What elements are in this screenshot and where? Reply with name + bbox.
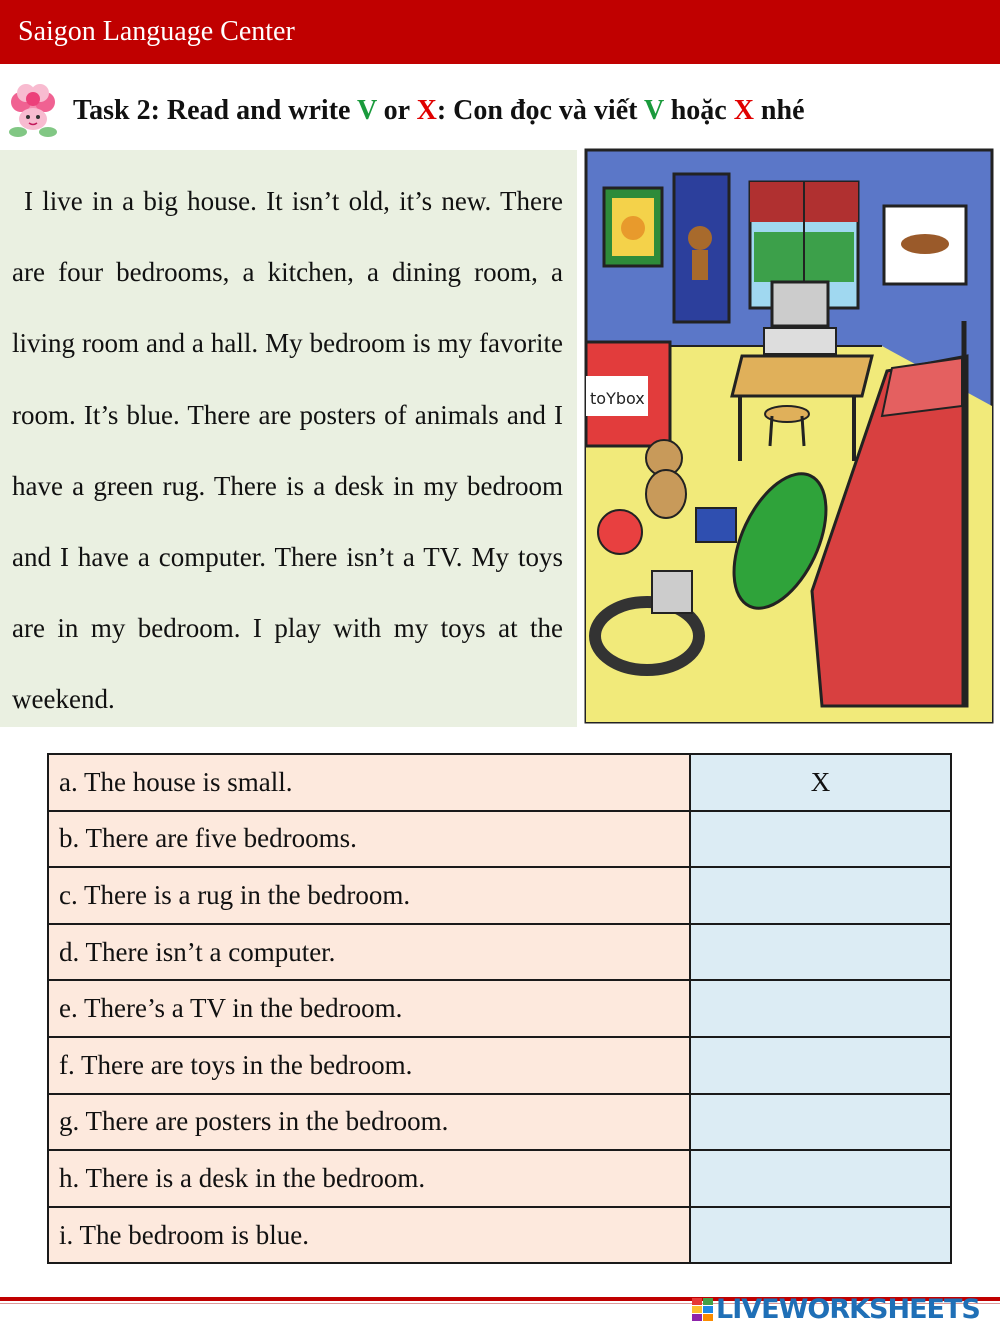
answer-input[interactable]: [690, 924, 951, 981]
liveworksheets-logo: [692, 1296, 992, 1326]
table-row: [48, 1150, 951, 1207]
statement-text: c. There is a rug in the bedroom.: [48, 867, 690, 924]
answer-input[interactable]: [690, 1037, 951, 1094]
statement-text: h. There is a desk in the bedroom.: [48, 1150, 690, 1207]
table-row: [48, 980, 951, 1037]
dog-poster: [884, 206, 966, 284]
statement-text: a. The house is small.: [48, 754, 690, 811]
answer-input[interactable]: [690, 1207, 951, 1264]
statement-text: g. There are posters in the bedroom.: [48, 1094, 690, 1151]
header-bar: [0, 0, 1000, 64]
bedroom-illustration: [582, 146, 996, 726]
statement-text: b. There are five bedrooms.: [48, 811, 690, 868]
table-row: [48, 811, 951, 868]
table-row: [48, 754, 951, 811]
table-row: [48, 1037, 951, 1094]
header-title: Saigon Language Center: [18, 16, 295, 47]
statement-text: i. The bedroom is blue.: [48, 1207, 690, 1264]
answer-input[interactable]: [690, 1094, 951, 1151]
toy-truck: [696, 508, 736, 542]
answers-table: [47, 753, 952, 1264]
cat-poster: [604, 188, 662, 266]
table-row: [48, 1094, 951, 1151]
toy-train: [652, 571, 692, 613]
answer-input[interactable]: [690, 980, 951, 1037]
reading-passage: I live in a big house. It isn’t old, it’s new. There are four bedrooms, a kitchen, a dining room, a living room and a hall. My bedroom is my favorite room. It’s blue. There are posters of animals and I have a green rug. There is a desk in my bedroom and I have a computer. There isn’t a TV. My toys are in my bedroom. I play with my toys at the weekend.: [12, 186, 563, 715]
table-row: [48, 924, 951, 981]
flower-mascot-icon: [2, 82, 64, 144]
answer-input[interactable]: X: [690, 754, 951, 811]
answer-input[interactable]: [690, 867, 951, 924]
statement-text: e. There’s a TV in the bedroom.: [48, 980, 690, 1037]
table-row: [48, 1207, 951, 1264]
reading-passage-box: [0, 150, 577, 727]
toybox: [586, 342, 670, 446]
liveworksheets-icon: [692, 1296, 714, 1324]
monkey-poster: [674, 174, 729, 322]
teddy-bear: [646, 440, 686, 518]
svg-text:toYbox: toYbox: [590, 389, 645, 408]
task-row: [0, 80, 1000, 144]
toy-ball: [598, 510, 642, 554]
table-row: [48, 867, 951, 924]
statement-text: f. There are toys in the bedroom.: [48, 1037, 690, 1094]
statement-text: d. There isn’t a computer.: [48, 924, 690, 981]
answer-input[interactable]: [690, 1150, 951, 1207]
liveworksheets-brand: LIVEWORKSHEETS: [716, 1294, 980, 1325]
task-title: Task 2: Read and write V or X: Con đọc và viết V hoặc X nhé: [73, 95, 805, 126]
answer-input[interactable]: [690, 811, 951, 868]
